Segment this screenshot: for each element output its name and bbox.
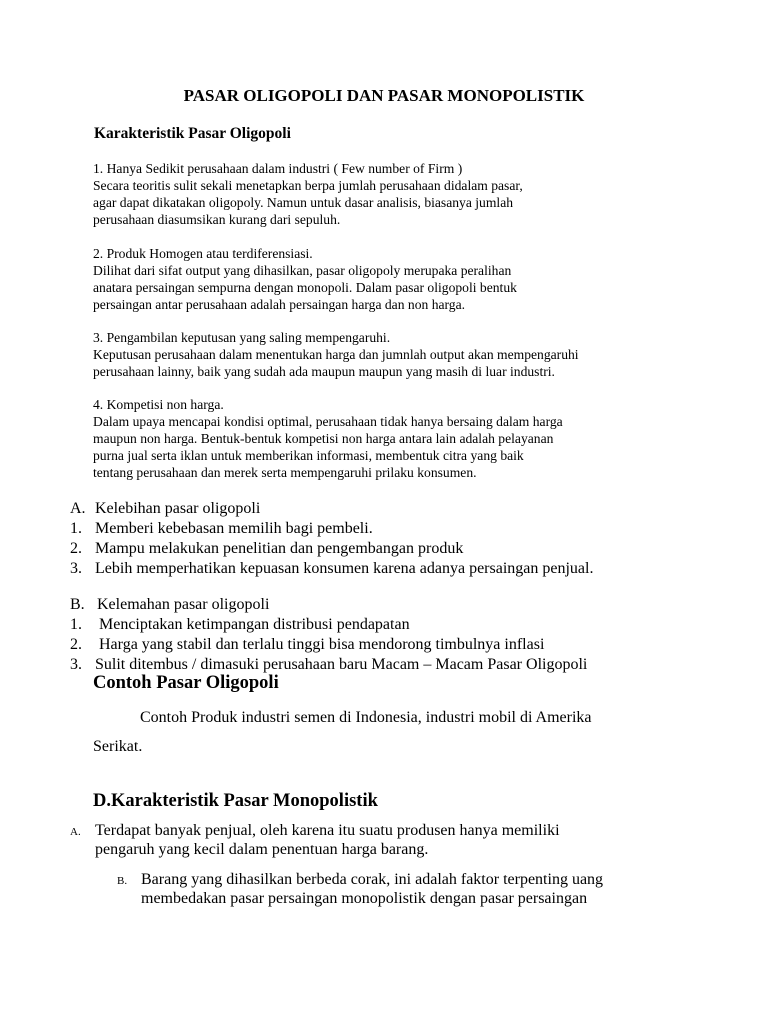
characteristic-line: Dilihat dari sifat output yang dihasilkan, pasar oligopoly merupaka peralihan bbox=[93, 263, 512, 278]
characteristic-heading: 2. Produk Homogen atau terdiferensiasi. bbox=[93, 246, 313, 261]
characteristic-line: perusahaan lainny, baik yang sudah ada maupun maupun yang masih di luar industri. bbox=[93, 364, 555, 379]
list-item-text: Lebih memperhatikan kepuasan konsumen karena adanya persaingan penjual. bbox=[95, 560, 594, 577]
list-item-text: Sulit ditembus / dimasuki perusahaan baru Macam – Macam Pasar Oligopoli bbox=[95, 656, 588, 673]
characteristic-line: agar dapat dikatakan oligopoly. Namun untuk dasar analisis, biasanya jumlah bbox=[93, 195, 514, 210]
characteristic-line: Secara teoritis sulit sekali menetapkan berpa jumlah perusahaan didalam pasar, bbox=[93, 178, 523, 193]
list-item-text: Memberi kebebasan memilih bagi pembeli. bbox=[95, 520, 373, 537]
section-subheading: Karakteristik Pasar Oligopoli bbox=[94, 125, 291, 142]
characteristic-line: Keputusan perusahaan dalam menentukan harga dan jumnlah output akan mempengaruhi bbox=[93, 347, 579, 362]
characteristic-heading: 4. Kompetisi non harga. bbox=[93, 397, 224, 412]
list-item-text: Harga yang stabil dan terlalu tinggi bisa mendorong timbulnya inflasi bbox=[99, 636, 545, 653]
list-item-text: Menciptakan ketimpangan distribusi pendapatan bbox=[99, 616, 410, 633]
list-marker: B. bbox=[70, 596, 85, 613]
characteristic-2 bbox=[93, 245, 517, 313]
contoh-text: Serikat. bbox=[93, 738, 143, 755]
list-marker: 2. bbox=[70, 636, 82, 653]
characteristic-3 bbox=[93, 329, 579, 380]
list-marker: A. bbox=[70, 826, 81, 838]
list-marker: 2. bbox=[70, 540, 82, 557]
monopolistik-item-b-line: membedakan pasar persaingan monopolistik dengan pasar persaingan bbox=[141, 890, 588, 907]
characteristic-line: purna jual serta iklan untuk memberikan informasi, membentuk citra yang baik bbox=[93, 448, 524, 463]
list-item-text: Mampu melakukan penelitian dan pengembangan produk bbox=[95, 540, 464, 557]
contoh-heading: Contoh Pasar Oligopoli bbox=[93, 673, 279, 693]
list-heading-text: Kelemahan pasar oligopoli bbox=[97, 596, 270, 613]
list-marker: A. bbox=[70, 500, 86, 517]
characteristic-1 bbox=[93, 160, 523, 228]
characteristic-line: perusahaan diasumsikan kurang dari sepuluh. bbox=[93, 212, 341, 227]
page-title: PASAR OLIGOPOLI DAN PASAR MONOPOLISTIK bbox=[183, 86, 585, 105]
characteristic-line: persaingan antar perusahaan adalah persaingan harga dan non harga. bbox=[93, 297, 466, 312]
monopolistik-heading: D.Karakteristik Pasar Monopolistik bbox=[93, 791, 378, 811]
monopolistik-item-a-line: Terdapat banyak penjual, oleh karena itu suatu produsen hanya memiliki bbox=[95, 822, 560, 839]
list-marker: 1. bbox=[70, 520, 82, 537]
list-marker: 1. bbox=[70, 616, 82, 633]
monopolistik-item-b-line: Barang yang dihasilkan berbeda corak, ini adalah faktor terpenting uang bbox=[141, 871, 604, 888]
characteristic-line: anatara persaingan sempurna dengan monopoli. Dalam pasar oligopoli bentuk bbox=[93, 280, 517, 295]
characteristic-line: maupun non harga. Bentuk-bentuk kompetisi non harga antara lain adalah pelayanan bbox=[93, 431, 554, 446]
list-marker: B. bbox=[117, 875, 128, 887]
characteristic-line: Dalam upaya mencapai kondisi optimal, perusahaan tidak hanya bersaing dalam harga bbox=[93, 414, 563, 429]
monopolistik-item-a-line: pengaruh yang kecil dalam penentuan harga barang. bbox=[95, 841, 429, 858]
characteristic-4 bbox=[93, 396, 563, 481]
list-heading-text: Kelebihan pasar oligopoli bbox=[95, 500, 261, 517]
list-marker: 3. bbox=[70, 656, 82, 673]
list-marker: 3. bbox=[70, 560, 82, 577]
characteristic-line: tentang perusahaan dan merek serta mempengaruhi prilaku konsumen. bbox=[93, 465, 477, 480]
characteristic-heading: 1. Hanya Sedikit perusahaan dalam industri ( Few number of Firm ) bbox=[93, 161, 463, 176]
contoh-text: Contoh Produk industri semen di Indonesia, industri mobil di Amerika bbox=[140, 709, 592, 726]
characteristic-heading: 3. Pengambilan keputusan yang saling mempengaruhi. bbox=[93, 330, 391, 345]
